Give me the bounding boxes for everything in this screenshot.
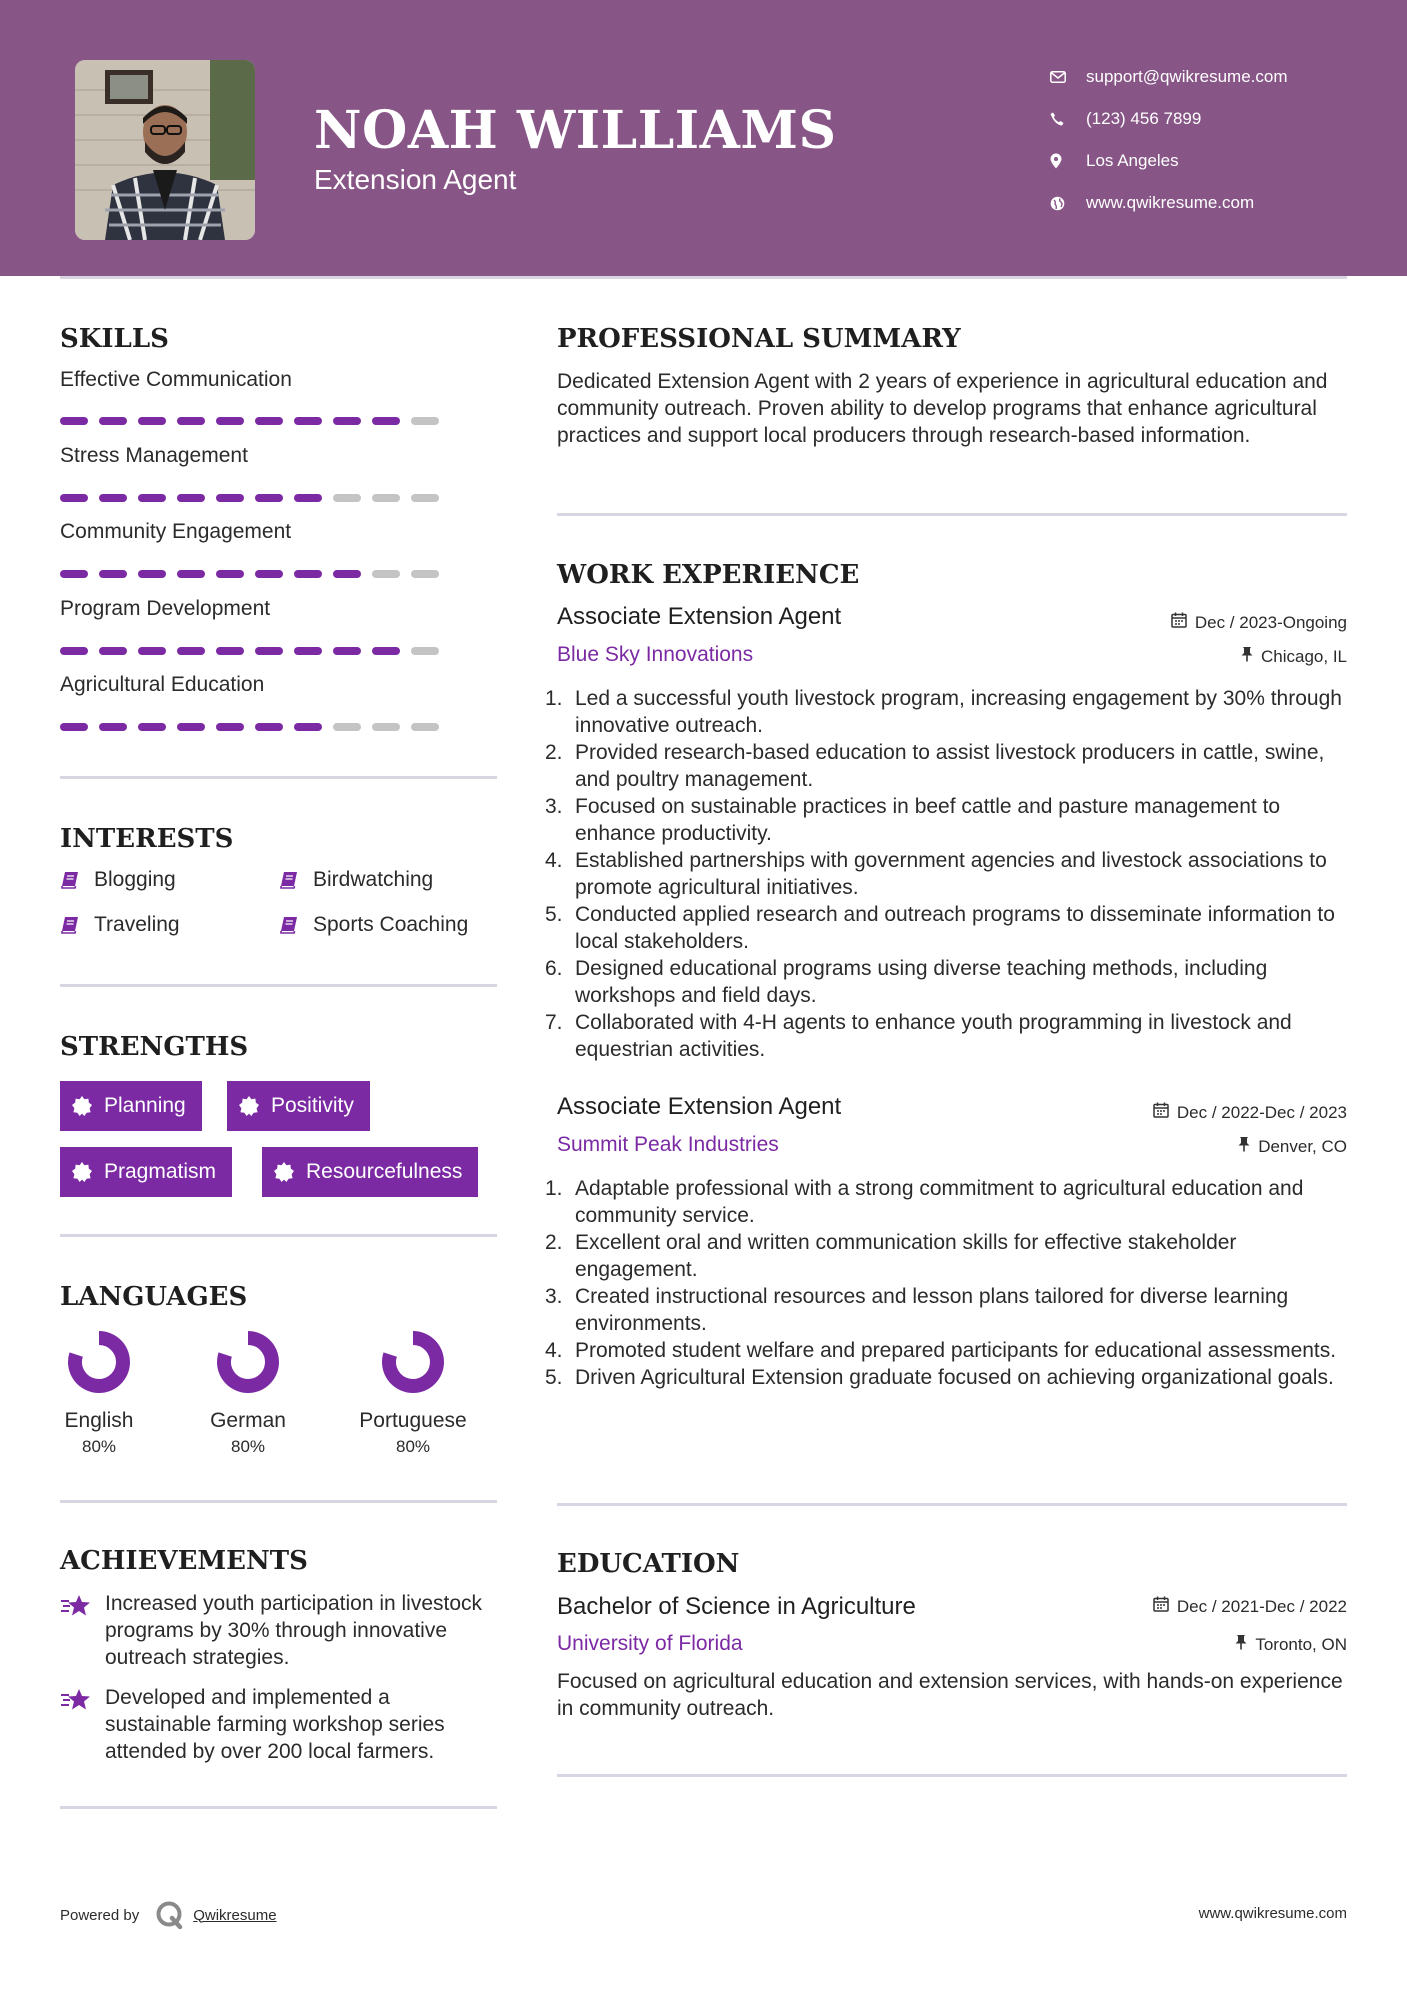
contact-email-text: support@qwikresume.com bbox=[1086, 67, 1288, 86]
rating-dot-filled bbox=[99, 417, 127, 425]
experience-heading: WORK EXPERIENCE bbox=[557, 560, 860, 590]
rating-dot-filled bbox=[294, 647, 322, 655]
skill-rating bbox=[60, 723, 439, 731]
job-title: Associate Extension Agent bbox=[557, 603, 842, 630]
star-award-icon bbox=[60, 1590, 105, 1671]
pushpin-icon bbox=[1238, 1136, 1250, 1157]
rating-dot-empty bbox=[411, 417, 439, 425]
bullet-text: Promoted student welfare and prepared participants for educational assessments. bbox=[575, 1339, 1337, 1362]
qwikresume-link[interactable]: Qwikresume bbox=[193, 1906, 277, 1924]
bullet-text: Focused on sustainable practices in beef cattle and pasture management to enhance productivity. bbox=[575, 795, 1281, 845]
strength-label: Planning bbox=[104, 1094, 186, 1117]
education-location-text: Toronto, ON bbox=[1255, 1634, 1347, 1654]
bullet-item: 5. Driven Agricultural Extension graduate focused on achieving organizational goals. bbox=[545, 1366, 1334, 1389]
phone-icon bbox=[1050, 112, 1086, 126]
strength-label: Resourcefulness bbox=[306, 1160, 463, 1183]
bullet-text: Conducted applied research and outreach programs to disseminate information to local stakeholders. bbox=[575, 903, 1335, 953]
contact-email[interactable] bbox=[1050, 56, 1288, 98]
contact-list bbox=[1050, 56, 1288, 224]
badge-icon bbox=[239, 1096, 271, 1116]
book-icon bbox=[279, 915, 313, 935]
strength-tag bbox=[60, 1147, 232, 1197]
skill-rating bbox=[60, 570, 439, 578]
rating-dot-empty bbox=[411, 570, 439, 578]
rating-dot-filled bbox=[60, 647, 88, 655]
job-bullets bbox=[545, 1175, 1347, 1391]
education-location bbox=[1235, 1634, 1347, 1655]
degree-title: Bachelor of Science in Agriculture bbox=[557, 1593, 916, 1620]
section-divider bbox=[557, 1503, 1347, 1506]
rating-dot-filled bbox=[372, 417, 400, 425]
bullet-text: Led a successful youth livestock program, increasing engagement by 30% through innovative outreach. bbox=[575, 687, 1342, 737]
interest-item bbox=[60, 913, 180, 937]
summary-heading: PROFESSIONAL SUMMARY bbox=[557, 324, 961, 354]
achievement-text: Increased youth participation in livestock programs by 30% through innovative outreach strategies. bbox=[105, 1592, 483, 1669]
interest-label: Blogging bbox=[94, 868, 176, 891]
bullet-text: Adaptable professional with a strong commitment to agricultural education and community service. bbox=[575, 1177, 1304, 1227]
job-dates bbox=[1171, 612, 1347, 633]
job-location-text: Denver, CO bbox=[1258, 1136, 1347, 1156]
rating-dot-filled bbox=[294, 570, 322, 578]
pushpin-icon bbox=[1241, 646, 1253, 667]
education-description: Focused on agricultural education and extension services, with hands-on experience in community outreach. bbox=[557, 1670, 1343, 1720]
bullet-item: 6. Designed educational programs using diverse teaching methods, including workshops and field days. bbox=[545, 957, 1268, 1007]
interest-item bbox=[279, 868, 433, 892]
envelope-icon bbox=[1050, 71, 1086, 83]
calendar-icon bbox=[1153, 1596, 1169, 1617]
rating-dot-filled bbox=[216, 494, 244, 502]
job-location bbox=[1238, 1136, 1347, 1157]
rating-dot-filled bbox=[255, 494, 283, 502]
rating-dot-empty bbox=[372, 723, 400, 731]
interest-label: Traveling bbox=[94, 913, 180, 936]
company-name: Blue Sky Innovations bbox=[557, 643, 754, 666]
strength-label: Pragmatism bbox=[104, 1160, 217, 1183]
rating-dot-filled bbox=[177, 570, 205, 578]
skill-name: Program Development bbox=[60, 597, 271, 620]
bullet-item: 3. Created instructional resources and lesson plans tailored for diverse learning environments. bbox=[545, 1285, 1289, 1335]
rating-dot-filled bbox=[138, 570, 166, 578]
rating-dot-filled bbox=[99, 647, 127, 655]
achievement-item bbox=[60, 1590, 500, 1671]
language-gauge bbox=[216, 1330, 280, 1394]
rating-dot-filled bbox=[138, 417, 166, 425]
strength-label: Positivity bbox=[271, 1094, 354, 1117]
map-pin-icon bbox=[1050, 153, 1086, 169]
education-dates bbox=[1153, 1596, 1347, 1617]
globe-icon bbox=[1050, 196, 1086, 211]
rating-dot-filled bbox=[60, 570, 88, 578]
language-item bbox=[39, 1330, 159, 1457]
rating-dot-filled bbox=[138, 723, 166, 731]
section-divider bbox=[557, 513, 1347, 516]
bullet-text: Collaborated with 4-H agents to enhance youth programming in livestock and equestrian activities. bbox=[575, 1011, 1292, 1061]
skill-rating bbox=[60, 647, 439, 655]
rating-dot-filled bbox=[138, 647, 166, 655]
header-divider bbox=[60, 276, 1347, 279]
resume-header bbox=[0, 0, 1407, 276]
section-divider bbox=[60, 984, 497, 987]
rating-dot-filled bbox=[60, 494, 88, 502]
strength-tag bbox=[60, 1081, 202, 1131]
section-divider bbox=[557, 1774, 1347, 1777]
rating-dot-filled bbox=[177, 417, 205, 425]
interest-item bbox=[60, 868, 176, 892]
rating-dot-filled bbox=[177, 647, 205, 655]
rating-dot-filled bbox=[60, 417, 88, 425]
rating-dot-empty bbox=[411, 647, 439, 655]
job-dates bbox=[1153, 1102, 1347, 1123]
rating-dot-filled bbox=[333, 647, 361, 655]
bullet-text: Excellent oral and written communication skills for effective stakeholder engagement. bbox=[575, 1231, 1237, 1281]
calendar-icon bbox=[1153, 1102, 1169, 1123]
education-dates-text: Dec / 2021-Dec / 2022 bbox=[1176, 1596, 1347, 1616]
rating-dot-filled bbox=[255, 723, 283, 731]
job-dates-text: Dec / 2022-Dec / 2023 bbox=[1176, 1102, 1347, 1122]
contact-phone[interactable] bbox=[1050, 98, 1288, 140]
company-name: Summit Peak Industries bbox=[557, 1133, 779, 1156]
bullet-item: 7. Collaborated with 4-H agents to enhance youth programming in livestock and equestrian activities. bbox=[545, 1011, 1292, 1061]
bullet-text: Driven Agricultural Extension graduate focused on achieving organizational goals. bbox=[575, 1366, 1334, 1389]
achievement-text: Developed and implemented a sustainable farming workshop series attended by over 200 local farmers. bbox=[105, 1686, 445, 1763]
languages-heading: LANGUAGES bbox=[60, 1282, 248, 1312]
achievements-heading: ACHIEVEMENTS bbox=[60, 1546, 308, 1576]
contact-location-text: Los Angeles bbox=[1086, 151, 1179, 170]
contact-phone-text: (123) 456 7899 bbox=[1086, 109, 1202, 128]
language-item bbox=[353, 1330, 473, 1457]
candidate-name: NOAH WILLIAMS bbox=[314, 100, 837, 161]
contact-website[interactable] bbox=[1050, 182, 1288, 224]
section-divider bbox=[60, 1500, 497, 1503]
book-icon bbox=[60, 915, 94, 935]
bullet-text: Provided research-based education to assist livestock producers in cattle, swine, and poultry management. bbox=[575, 741, 1325, 791]
rating-dot-filled bbox=[216, 647, 244, 655]
rating-dot-filled bbox=[255, 647, 283, 655]
bullet-item: 2. Excellent oral and written communication skills for effective stakeholder engagement. bbox=[545, 1231, 1237, 1281]
contact-website-text: www.qwikresume.com bbox=[1086, 193, 1255, 212]
footer-website[interactable]: www.qwikresume.com bbox=[1198, 1905, 1347, 1922]
star-award-icon bbox=[60, 1684, 105, 1765]
interest-label: Birdwatching bbox=[313, 868, 434, 891]
bullet-item: 1. Led a successful youth livestock program, increasing engagement by 30% through innovative outreach. bbox=[545, 687, 1342, 737]
rating-dot-filled bbox=[60, 723, 88, 731]
job-bullets bbox=[545, 685, 1347, 1063]
language-item bbox=[188, 1330, 308, 1457]
bullet-item: 1. Adaptable professional with a strong commitment to agricultural education and community service. bbox=[545, 1177, 1304, 1227]
pushpin-icon bbox=[1235, 1634, 1247, 1655]
rating-dot-filled bbox=[333, 570, 361, 578]
contact-location bbox=[1050, 140, 1288, 182]
rating-dot-empty bbox=[411, 494, 439, 502]
section-divider bbox=[60, 776, 497, 779]
rating-dot-filled bbox=[177, 494, 205, 502]
skill-name: Agricultural Education bbox=[60, 673, 265, 696]
rating-dot-filled bbox=[294, 417, 322, 425]
bullet-text: Created instructional resources and lesson plans tailored for diverse learning environments. bbox=[575, 1285, 1289, 1335]
bullet-item: 4. Promoted student welfare and prepared participants for educational assessments. bbox=[545, 1339, 1337, 1362]
rating-dot-filled bbox=[216, 417, 244, 425]
rating-dot-filled bbox=[177, 723, 205, 731]
interests-heading: INTERESTS bbox=[60, 824, 234, 854]
skill-rating bbox=[60, 494, 439, 502]
rating-dot-filled bbox=[99, 494, 127, 502]
skills-heading: SKILLS bbox=[60, 324, 169, 354]
candidate-role: Extension Agent bbox=[314, 164, 517, 195]
job-location-text: Chicago, IL bbox=[1261, 646, 1347, 666]
rating-dot-filled bbox=[138, 494, 166, 502]
achievement-item bbox=[60, 1684, 500, 1765]
language-percent: 80% bbox=[395, 1437, 431, 1456]
rating-dot-filled bbox=[333, 417, 361, 425]
bullet-item: 3. Focused on sustainable practices in beef cattle and pasture management to enhance productivity. bbox=[545, 795, 1281, 845]
strength-tag bbox=[262, 1147, 478, 1197]
rating-dot-filled bbox=[372, 647, 400, 655]
education-heading: EDUCATION bbox=[557, 1549, 740, 1579]
rating-dot-filled bbox=[216, 723, 244, 731]
rating-dot-empty bbox=[333, 494, 361, 502]
profile-photo bbox=[75, 60, 255, 240]
rating-dot-empty bbox=[333, 723, 361, 731]
bullet-text: Established partnerships with government agencies and livestock associations to promote agricultural initiatives. bbox=[575, 849, 1327, 899]
language-name: German bbox=[210, 1409, 286, 1432]
badge-icon bbox=[72, 1162, 104, 1182]
book-icon bbox=[279, 870, 313, 890]
skill-name: Stress Management bbox=[60, 444, 248, 467]
job-location bbox=[1241, 646, 1347, 667]
language-name: English bbox=[64, 1409, 134, 1432]
rating-dot-filled bbox=[216, 570, 244, 578]
skill-rating bbox=[60, 417, 439, 425]
rating-dot-empty bbox=[372, 570, 400, 578]
language-percent: 80% bbox=[81, 1437, 117, 1456]
rating-dot-filled bbox=[294, 494, 322, 502]
rating-dot-filled bbox=[255, 417, 283, 425]
job-title: Associate Extension Agent bbox=[557, 1093, 842, 1120]
bullet-text: Designed educational programs using diverse teaching methods, including workshops and field days. bbox=[575, 957, 1268, 1007]
badge-icon bbox=[274, 1162, 306, 1182]
language-name: Portuguese bbox=[359, 1409, 467, 1432]
skill-name: Effective Communication bbox=[60, 368, 292, 391]
powered-by-text: Powered by bbox=[60, 1906, 140, 1924]
rating-dot-filled bbox=[99, 570, 127, 578]
strengths-heading: STRENGTHS bbox=[60, 1032, 249, 1062]
rating-dot-empty bbox=[411, 723, 439, 731]
language-gauge bbox=[381, 1330, 445, 1394]
qwikresume-logo-icon bbox=[155, 1900, 185, 1930]
interest-item bbox=[279, 913, 468, 937]
skill-name: Community Engagement bbox=[60, 520, 292, 543]
language-percent: 80% bbox=[230, 1437, 266, 1456]
interest-label: Sports Coaching bbox=[313, 913, 469, 936]
calendar-icon bbox=[1171, 612, 1187, 633]
section-divider bbox=[60, 1806, 497, 1809]
bullet-item: 5. Conducted applied research and outreach programs to disseminate information to local stakeholders. bbox=[545, 903, 1335, 953]
book-icon bbox=[60, 870, 94, 890]
bullet-item: 2. Provided research-based education to assist livestock producers in cattle, swine, and poultry management. bbox=[545, 741, 1325, 791]
footer-powered-by bbox=[60, 1900, 277, 1930]
section-divider bbox=[60, 1234, 497, 1237]
rating-dot-filled bbox=[255, 570, 283, 578]
strength-tag bbox=[227, 1081, 370, 1131]
language-gauge bbox=[67, 1330, 131, 1394]
rating-dot-filled bbox=[294, 723, 322, 731]
bullet-item: 4. Established partnerships with government agencies and livestock associations to promote agricultural initiatives. bbox=[545, 849, 1327, 899]
badge-icon bbox=[72, 1096, 104, 1116]
school-name: University of Florida bbox=[557, 1632, 743, 1655]
job-dates-text: Dec / 2023-Ongoing bbox=[1194, 612, 1347, 632]
summary-text: Dedicated Extension Agent with 2 years of experience in agricultural education and community outreach. Proven ability to develop programs that enhance agricultural practices and support local producers through research-based information. bbox=[557, 370, 1328, 447]
rating-dot-filled bbox=[99, 723, 127, 731]
rating-dot-empty bbox=[372, 494, 400, 502]
